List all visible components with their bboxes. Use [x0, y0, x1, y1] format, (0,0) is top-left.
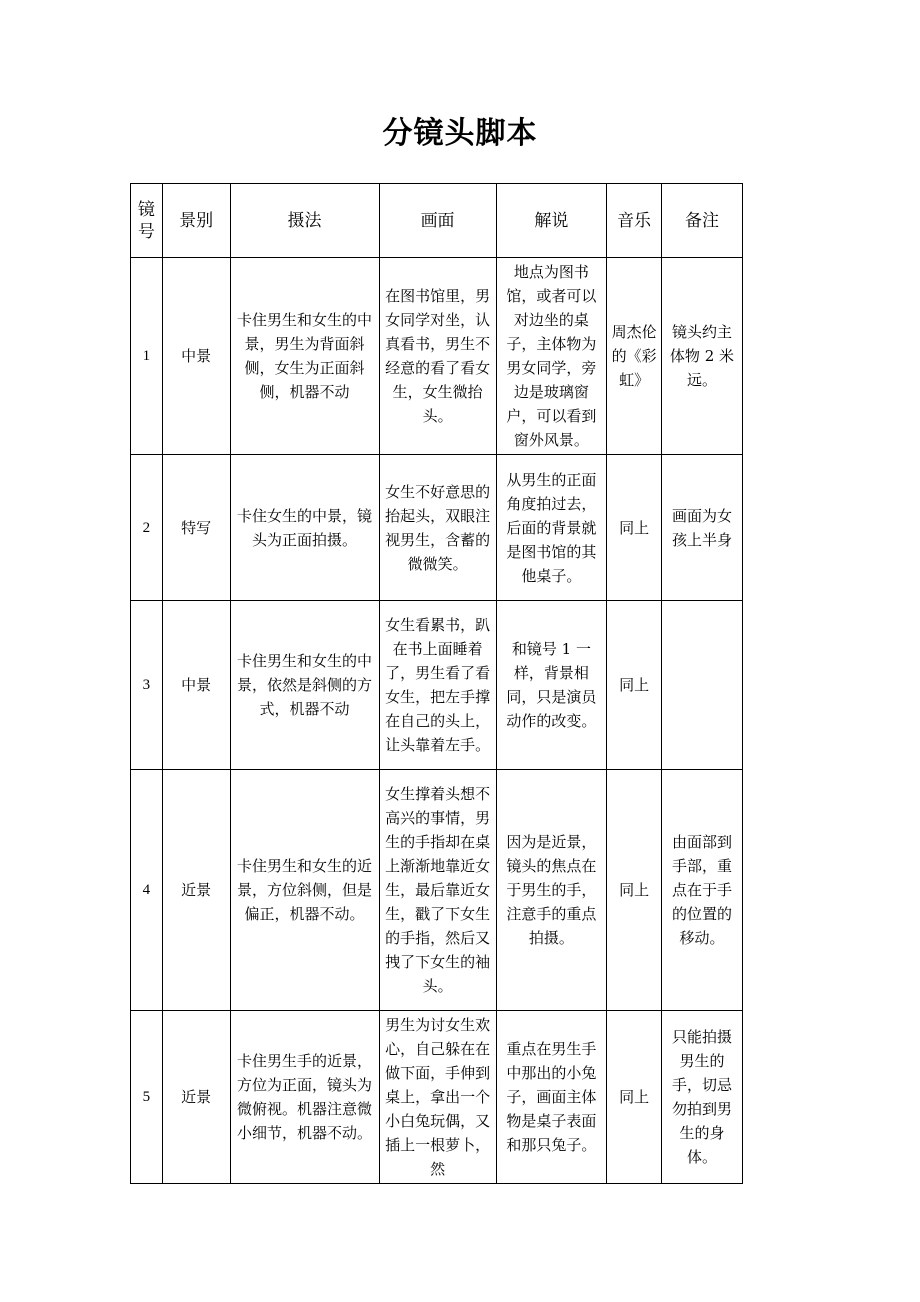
shot-music: 同上 — [607, 770, 662, 1011]
shot-narration: 因为是近景，镜头的焦点在于男生的手，注意手的重点拍摄。 — [496, 770, 607, 1011]
shot-music: 同上 — [607, 1011, 662, 1184]
header-camera: 摄法 — [230, 184, 379, 258]
header-scale: 景别 — [162, 184, 230, 258]
header-narration: 解说 — [496, 184, 607, 258]
shot-frame: 女生撑着头想不高兴的事情，男生的手指却在桌上渐渐地靠近女生，最后靠近女生，戳了下女生的手指，然后又拽了下女生的袖头。 — [379, 770, 496, 1011]
shot-notes: 画面为女孩上半身 — [661, 455, 742, 601]
shot-frame: 女生看累书，趴在书上面睡着了，男生看了看女生，把左手撑在自己的头上，让头靠着左手。 — [379, 601, 496, 770]
shot-notes: 由面部到手部，重点在于手的位置的移动。 — [661, 770, 742, 1011]
page-title: 分镜头脚本 — [382, 116, 538, 151]
shot-notes — [661, 601, 742, 770]
header-notes: 备注 — [661, 184, 742, 258]
shot-camera: 卡住女生的中景，镜头为正面拍摄。 — [230, 455, 379, 601]
table-row — [131, 1011, 743, 1184]
shot-notes: 只能拍摄男生的手，切忌勿拍到男生的身体。 — [661, 1011, 742, 1184]
shot-number: 2 — [131, 455, 163, 601]
shot-notes: 镜头约主体物 2 米远。 — [661, 258, 742, 455]
table-header-row — [131, 184, 743, 258]
shot-frame: 女生不好意思的抬起头，双眼注视男生，含蓄的微微笑。 — [379, 455, 496, 601]
shot-scale: 中景 — [162, 601, 230, 770]
shot-number: 3 — [131, 601, 163, 770]
shot-frame: 在图书馆里，男女同学对坐，认真看书，男生不经意的看了看女生，女生微抬头。 — [379, 258, 496, 455]
shot-narration: 从男生的正面角度拍过去，后面的背景就是图书馆的其他桌子。 — [496, 455, 607, 601]
table-row — [131, 601, 743, 770]
header-music: 音乐 — [607, 184, 662, 258]
shot-narration: 地点为图书馆，或者可以对边坐的桌子，主体物为男女同学，旁边是玻璃窗户，可以看到窗外风景。 — [496, 258, 607, 455]
shot-number: 4 — [131, 770, 163, 1011]
storyboard-table — [130, 183, 743, 1184]
shot-scale: 近景 — [162, 1011, 230, 1184]
shot-scale: 近景 — [162, 770, 230, 1011]
shot-music: 同上 — [607, 601, 662, 770]
table-row — [131, 770, 743, 1011]
header-shot-no: 镜号 — [131, 184, 163, 258]
shot-scale: 特写 — [162, 455, 230, 601]
header-frame: 画面 — [379, 184, 496, 258]
shot-camera: 卡住男生和女生的中景，男生为背面斜侧，女生为正面斜侧，机器不动 — [230, 258, 379, 455]
shot-number: 5 — [131, 1011, 163, 1184]
shot-number: 1 — [131, 258, 163, 455]
shot-narration: 和镜号 1 一样，背景相同，只是演员动作的改变。 — [496, 601, 607, 770]
shot-music: 周杰伦的《彩虹》 — [607, 258, 662, 455]
table-row — [131, 258, 743, 455]
table-row — [131, 455, 743, 601]
shot-scale: 中景 — [162, 258, 230, 455]
shot-camera: 卡住男生和女生的中景，依然是斜侧的方式，机器不动 — [230, 601, 379, 770]
shot-camera: 卡住男生手的近景，方位为正面，镜头为微俯视。机器注意微小细节，机器不动。 — [230, 1011, 379, 1184]
shot-narration: 重点在男生手中那出的小兔子，画面主体物是桌子表面和那只兔子。 — [496, 1011, 607, 1184]
shot-camera: 卡住男生和女生的近景，方位斜侧，但是偏正，机器不动。 — [230, 770, 379, 1011]
shot-music: 同上 — [607, 455, 662, 601]
shot-frame: 男生为讨女生欢心，自己躲在在做下面，手伸到桌上，拿出一个小白兔玩偶，又插上一根萝卜，然 — [379, 1011, 496, 1184]
